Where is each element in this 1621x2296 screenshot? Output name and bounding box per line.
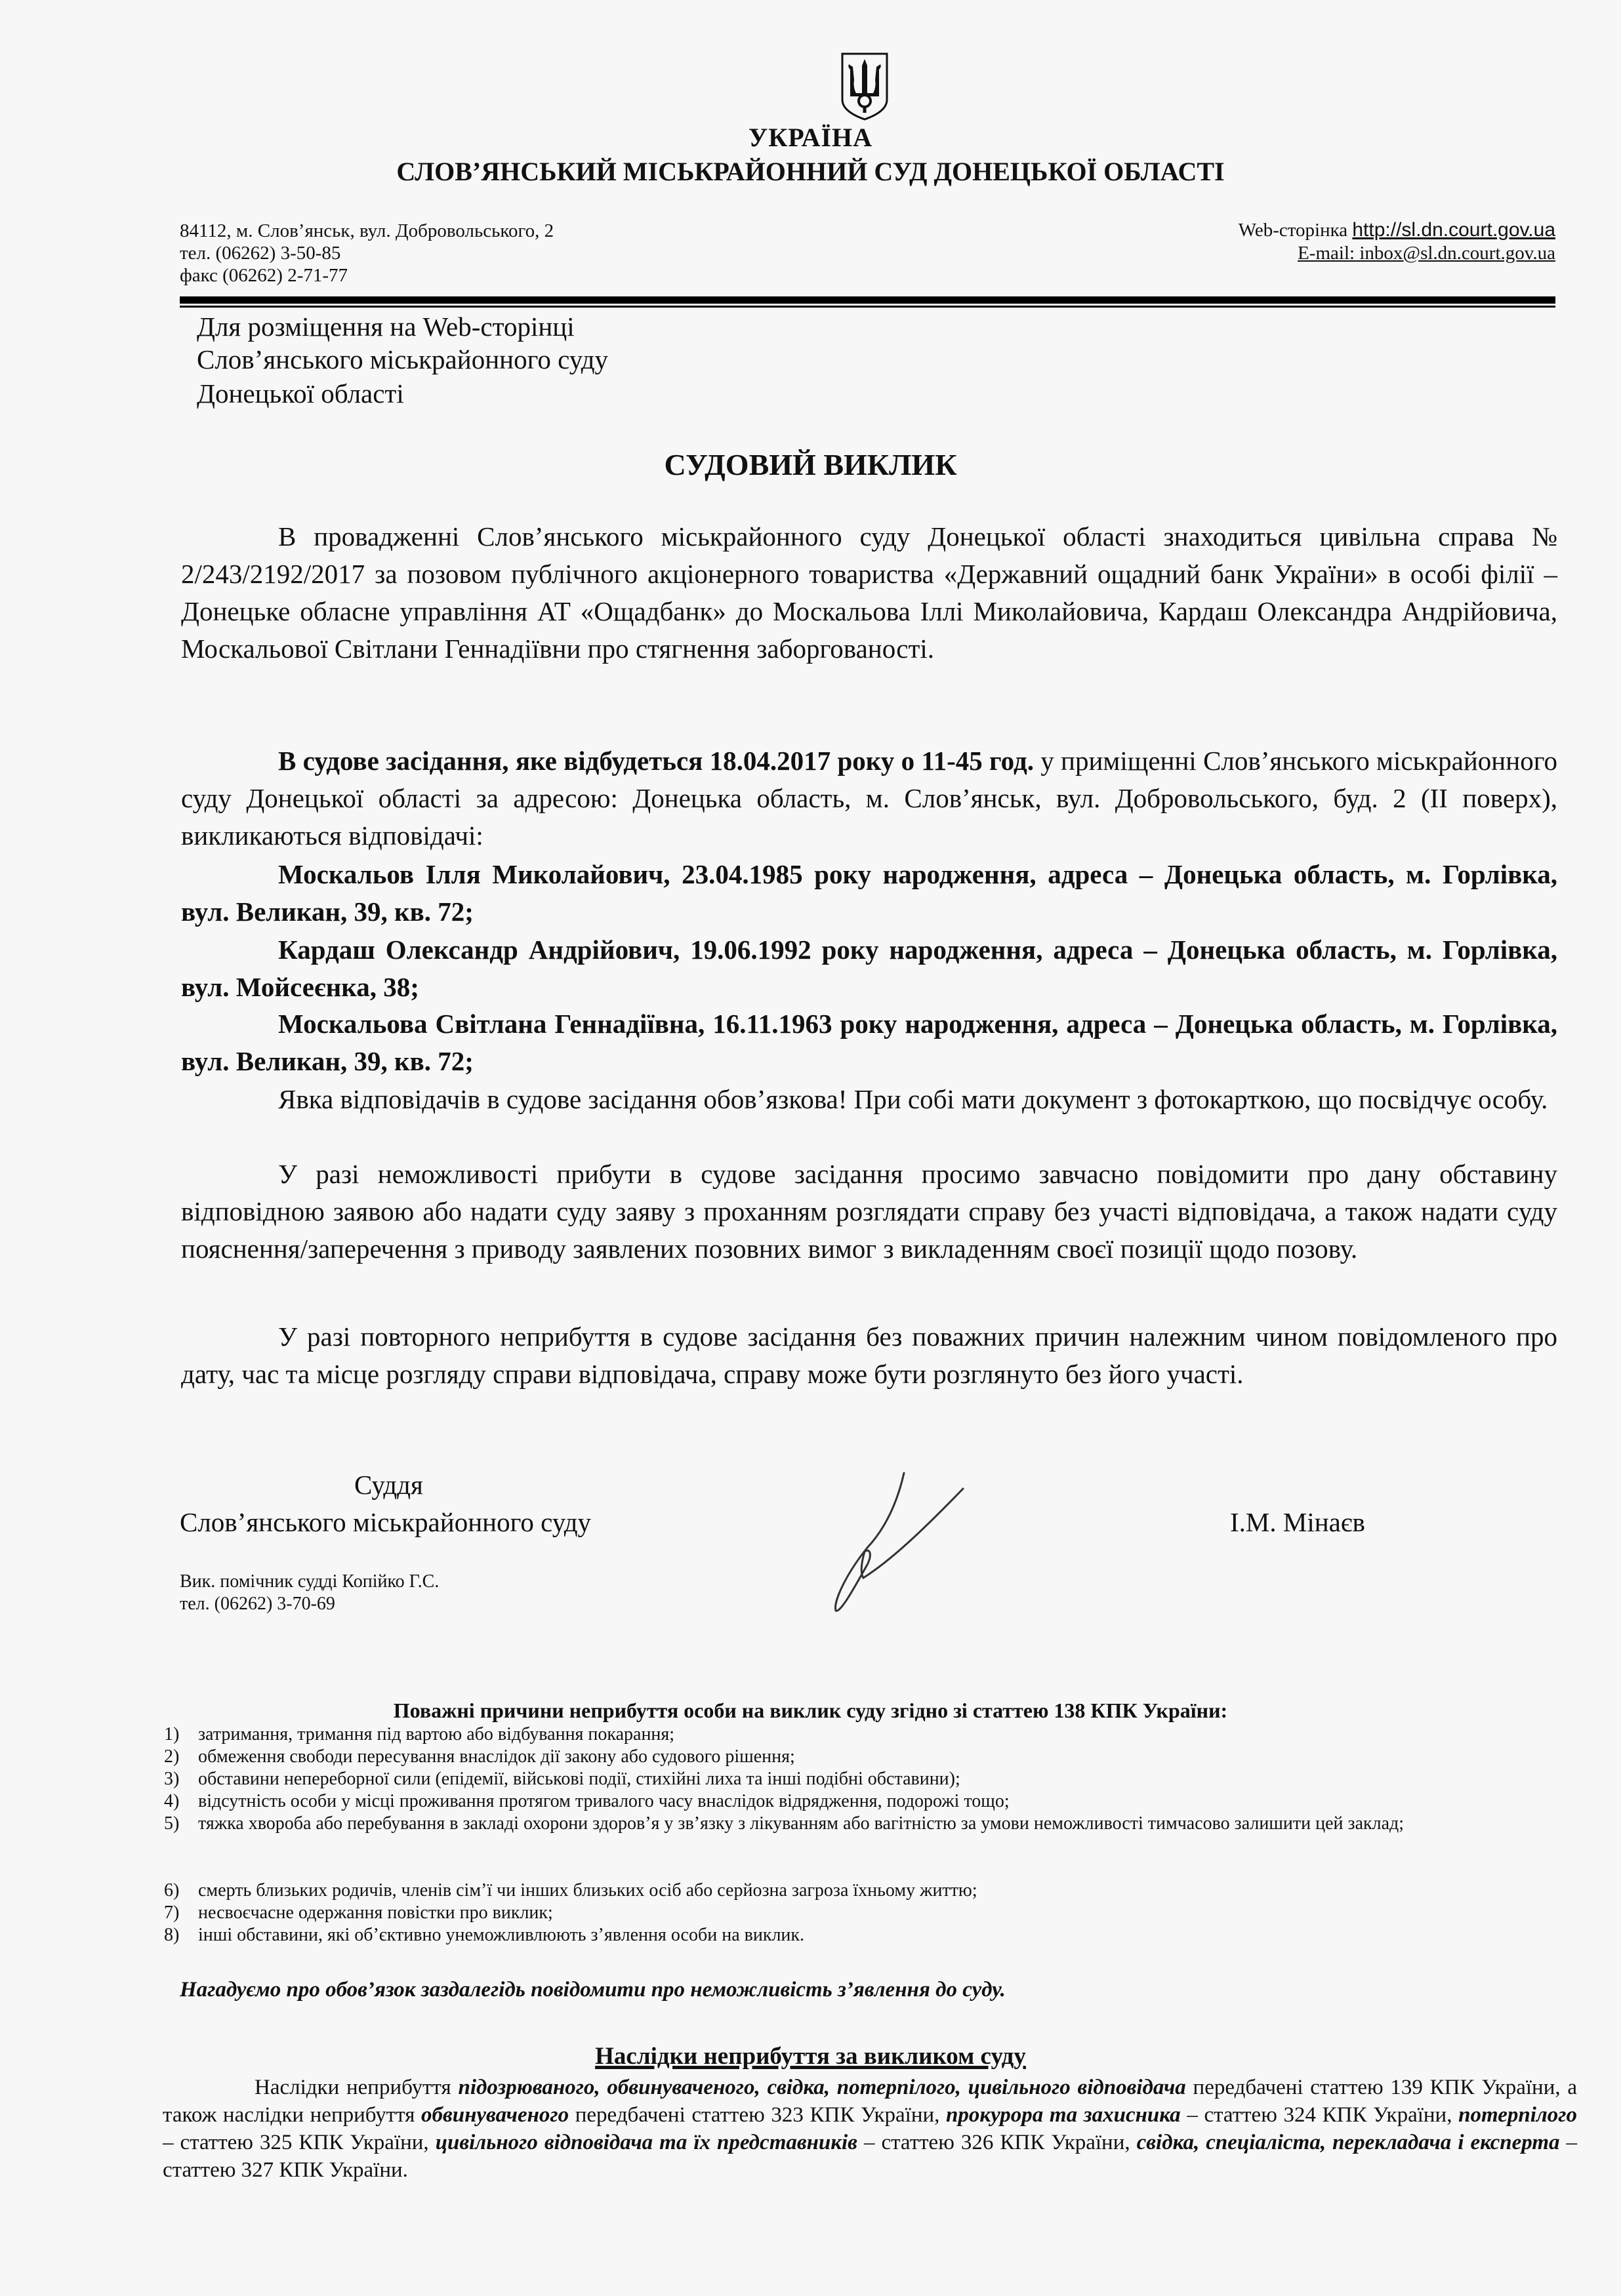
consequences-emphasis: обвинуваченого bbox=[421, 2103, 569, 2127]
intro-paragraph: В провадженні Слов’янського міськрайонного суду Донецької області знаходиться цивільна справа № 2/243/2192/2017 за позовом публічного акціонерного товариства «Державний ощадний банк України» в особі філії – Донецьке обласне управління АТ «Ощадбанк» до Москальова Іллі Миколайовича, Кардаш Олександра Андрійовича, Москальової Світлани Геннадіївни про стягнення заборгованості. bbox=[181, 521, 1557, 664]
reason-text: несвоєчасне одержання повістки про виклик; bbox=[198, 1903, 553, 1923]
reason-number: 5) bbox=[164, 1813, 180, 1834]
reason-item bbox=[164, 1746, 1574, 1768]
website-line bbox=[1239, 219, 1555, 241]
website-link[interactable]: http://sl.dn.court.gov.ua bbox=[1352, 219, 1555, 241]
reason-text: обмеження свободи пересування внаслідок дії закону або судового рішення; bbox=[198, 1746, 795, 1767]
trident-coat-of-arms-icon bbox=[840, 51, 890, 122]
reason-number: 7) bbox=[164, 1903, 180, 1923]
judge-name: І.М. Мінаєв bbox=[1230, 1507, 1365, 1537]
consequences-paragraph bbox=[163, 2074, 1577, 2184]
defendant-item: Москальов Ілля Миколайович, 23.04.1985 року народження, адреса – Донецька область, м. Горлівка, вул. Великан, 39, кв. 72; bbox=[181, 859, 1557, 927]
valid-reasons-title: Поважні причини неприбуття особи на виклик суду згідно зі статтею 138 КПК України: bbox=[393, 1699, 1228, 1722]
destination-line: Для розміщення на Web-сторінці bbox=[197, 312, 575, 342]
consequences-emphasis: свідка, спеціаліста, перекладача і експерта bbox=[1136, 2131, 1560, 2154]
consequences-text: – статтею 326 КПК України, bbox=[857, 2131, 1137, 2154]
header-divider-thick bbox=[180, 296, 1555, 304]
header-divider-thin bbox=[180, 306, 1555, 308]
consequences-text: – статтею 324 КПК України, bbox=[1180, 2103, 1459, 2127]
reason-text: смерть близьких родичів, членів сім’ї чи інших близьких осіб або серйозна загроза їхньому життю; bbox=[198, 1880, 977, 1901]
hearing-date-time: В судове засідання, яке відбудеться 18.04.2017 року о 11-45 год. bbox=[278, 746, 1034, 776]
reason-number: 1) bbox=[164, 1724, 180, 1744]
reason-item bbox=[164, 1790, 1574, 1813]
handwritten-signature bbox=[807, 1449, 1109, 1613]
email-link[interactable]: E-mail: inbox@sl.dn.court.gov.ua bbox=[1298, 243, 1555, 264]
reason-text: відсутність особи у місці проживання протягом тривалого часу внаслідок відрядження, подорожі тощо; bbox=[198, 1791, 1010, 1811]
judge-court: Слов’янського міськрайонного суду bbox=[180, 1507, 592, 1537]
consequences-emphasis: прокурора та захисника bbox=[946, 2103, 1181, 2127]
consequences-text: – статтею 325 КПК України, bbox=[163, 2131, 436, 2154]
defendant-item: Москальова Світлана Геннадіївна, 16.11.1963 року народження, адреса – Донецька область, м. Горлівка, вул. Великан, 39, кв. 72; bbox=[181, 1009, 1557, 1076]
court-fax: факс (06262) 2-71-77 bbox=[180, 265, 348, 286]
reason-number: 6) bbox=[164, 1880, 180, 1901]
reason-number: 2) bbox=[164, 1746, 180, 1767]
hearing-paragraph bbox=[181, 742, 1557, 855]
consequences-text: передбачені статтею 323 КПК України, bbox=[569, 2103, 947, 2127]
assistant-phone: тел. (06262) 3-70-69 bbox=[180, 1594, 335, 1614]
reason-item bbox=[164, 1902, 1574, 1924]
reason-item bbox=[164, 1924, 1574, 1946]
reason-number: 3) bbox=[164, 1769, 180, 1789]
reason-number: 8) bbox=[164, 1925, 180, 1945]
consequences-text: передбачені статтею 139 КПК України, а також наслідки неприбуття bbox=[163, 2076, 1577, 2127]
consequences-emphasis: потерпілого bbox=[1458, 2103, 1577, 2127]
reason-text: обставини непереборної сили (епідемії, військові події, стихійні лиха та інші подібні обставини); bbox=[198, 1769, 960, 1789]
website-label: Web-сторінка bbox=[1238, 220, 1353, 241]
destination-line: Донецької області bbox=[197, 378, 404, 409]
court-name: СЛОВ’ЯНСЬКИЙ МІСЬКРАЙОННИЙ СУД ДОНЕЦЬКОЇ ОБЛАСТІ bbox=[396, 157, 1225, 186]
repeat-absence-paragraph: У разі повторного неприбуття в судове засідання без поважних причин належним чином повідомленого про дату, час та місце розгляду справи відповідача, справу може бути розглянуто без його участі. bbox=[181, 1321, 1557, 1389]
destination-line: Слов’янського міськрайонного суду bbox=[197, 344, 609, 374]
reason-item bbox=[164, 1880, 1574, 1902]
country-name: УКРАЇНА bbox=[748, 123, 873, 152]
attendance-paragraph: Явка відповідачів в судове засідання обов’язкова! При собі мати документ з фотокарткою, що посвідчує особу. bbox=[278, 1084, 1548, 1114]
assistant-name: Вик. помічник судді Копійко Г.С. bbox=[180, 1571, 440, 1592]
inability-paragraph: У разі неможливості прибути в судове засідання просимо завчасно повідомити про дану обставину відповідною заявою або надати суду заяву з проханням розглядати справу без участі відповідача, а також надати суду пояснення/заперечення з приводу заявлених позовних вимог з викладенням своєї позиції щодо позову. bbox=[181, 1159, 1557, 1264]
reason-text: інші обставини, які об’єктивно унеможливлюють з’явлення особи на виклик. bbox=[198, 1925, 804, 1945]
reason-text: тяжка хвороба або перебування в закладі охорони здоров’я у зв’язку з лікуванням або вагітністю за умови неможливості тимчасово залишити цей заклад; bbox=[198, 1813, 1405, 1834]
consequences-text: – статтею 327 КПК України. bbox=[163, 2131, 1578, 2182]
reason-item bbox=[164, 1723, 1574, 1746]
reason-item bbox=[164, 1813, 1574, 1835]
reason-number: 4) bbox=[164, 1791, 180, 1811]
consequences-text: Наслідки неприбуття bbox=[255, 2076, 459, 2099]
consequences-emphasis: цивільного відповідача та їх представників bbox=[435, 2131, 857, 2154]
consequences-title: Наслідки неприбуття за викликом суду bbox=[595, 2043, 1026, 2070]
court-address: 84112, м. Слов’янськ, вул. Добровольського, 2 bbox=[180, 220, 554, 241]
document-title: СУДОВИЙ ВИКЛИК bbox=[664, 448, 957, 481]
reminder-note: Нагадуємо про обов’язок заздалегідь повідомити про неможливість з’явлення до суду. bbox=[180, 1978, 1006, 2002]
consequences-emphasis: підозрюваного, обвинуваченого, свідка, потерпілого, цивільного відповідача bbox=[458, 2076, 1186, 2099]
defendant-item: Кардаш Олександр Андрійович, 19.06.1992 року народження, адреса – Донецька область, м. Горлівка, вул. Мойсеєнка, 38; bbox=[181, 935, 1557, 1002]
court-phone: тел. (06262) 3-50-85 bbox=[180, 243, 341, 264]
reason-text: затримання, тримання під вартою або відбування покарання; bbox=[198, 1724, 675, 1744]
reason-item bbox=[164, 1768, 1574, 1790]
judge-title: Суддя bbox=[354, 1470, 423, 1500]
hearing-location: у приміщенні Слов’янського міськрайонного суду Донецької області за адресою: Донецька область, м. Слов’янськ, вул. Добровольського, буд. 2 (ІІ поверх), викликаються відповідачі: bbox=[181, 746, 1557, 851]
